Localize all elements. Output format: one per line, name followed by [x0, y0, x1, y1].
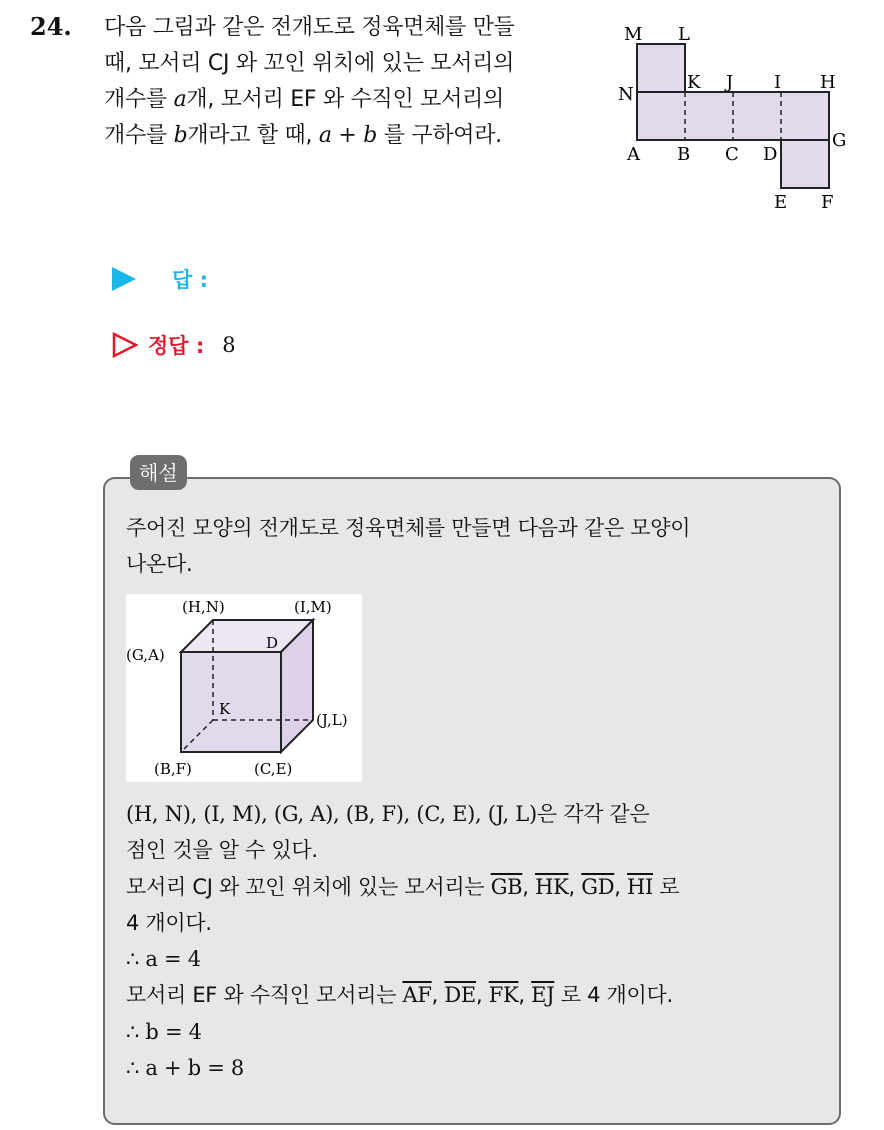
cube-label-JL: (J,L): [316, 711, 348, 729]
net-label-I: I: [774, 72, 782, 93]
exp-text-part: 로 4 개이다.: [554, 983, 673, 1008]
explanation-line-6: 모서리 EF 와 수직인 모서리는 $\overline{AF}$, $\overline{DE}$, $\overline{FK}$, $\overline{EJ}$ 로 4 개이다.: [126, 983, 673, 1008]
cube-label-K: K: [219, 700, 231, 718]
cube-label-IM: (I,M): [294, 598, 332, 616]
cube-diagram: [126, 594, 362, 782]
net-label-F: F: [821, 192, 834, 213]
net-label-H: H: [820, 72, 836, 93]
net-label-M: M: [624, 24, 643, 45]
correct-answer-value: 8: [222, 333, 236, 357]
segment-HK: $\overline{HK}$: [535, 874, 569, 899]
correct-answer-label: 정답 :: [148, 334, 205, 358]
net-label-L: L: [678, 24, 690, 45]
explanation-line-5: ∴ a = 4: [126, 947, 201, 972]
var-b: b: [173, 123, 188, 148]
net-label-E: E: [774, 192, 788, 213]
net-label-K: K: [687, 72, 701, 93]
exp-text-part: 모서리 EF 와 수직인 모서리는: [126, 983, 403, 1008]
net-label-A: A: [627, 144, 640, 165]
exp-text-part: 로: [653, 874, 680, 899]
question-line-3: [104, 82, 594, 118]
net-label-N: N: [618, 84, 634, 105]
play-triangle-icon: [112, 267, 136, 291]
explanation-intro-line-1: 주어진 모양의 전개도로 정육면체를 만들면 다음과 같은 모양이: [126, 516, 691, 540]
segment-EJ: $\overline{EJ}$: [531, 983, 555, 1008]
question-line-4: [104, 118, 594, 154]
segment-DE: $\overline{DE}$: [444, 983, 476, 1008]
net-label-B: B: [677, 144, 691, 165]
answer-label: 답 :: [172, 268, 208, 292]
explanation-tag: 해설: [130, 455, 187, 490]
segment-GB: $\overline{GB}$: [490, 874, 523, 899]
segment-AF: $\overline{AF}$: [402, 983, 432, 1008]
explanation-intro: [126, 510, 826, 582]
outline-triangle-icon: [112, 332, 138, 358]
question-number: 24.: [30, 12, 72, 41]
q-text-part: 개라고 할 때,: [187, 123, 319, 148]
explanation-line-1: (H, N), (I, M), (G, A), (B, F), (C, E), (J, L)은 각각 같은: [126, 802, 650, 826]
explanation-line-3: 모서리 CJ 와 꼬인 위치에 있는 모서리는 $\overline{GB}$, $\overline{HK}$, $\overline{GD}$, $\overline{HI}$ 로: [126, 874, 680, 899]
var-a: a: [173, 87, 187, 112]
explanation-line-2: 점인 것을 알 수 있다.: [126, 838, 318, 863]
q-text-part: 개수를: [104, 123, 174, 148]
cube-net-diagram: [608, 18, 858, 218]
segment-GD: $\overline{GD}$: [581, 874, 615, 899]
net-label-J: J: [726, 72, 734, 93]
answer-row: [112, 264, 208, 294]
q-text-part: 개, 모서리 EF 와 수직인 모서리의: [186, 87, 504, 112]
q-text-part: 를 구하여라.: [377, 123, 502, 148]
exp-text-part: 모서리 CJ 와 꼬인 위치에 있는 모서리는: [126, 874, 491, 899]
explanation-line-4: 4 개이다.: [126, 910, 212, 935]
question-line-2: 때, 모서리 CJ 와 꼬인 위치에 있는 모서리의: [104, 51, 515, 76]
explanation-line-7: ∴ b = 4: [126, 1019, 202, 1044]
cube-label-HN: (H,N): [182, 598, 225, 616]
explanation-body: [126, 796, 826, 1086]
segment-HI: $\overline{HI}$: [627, 874, 654, 899]
correct-answer-row: [112, 330, 236, 360]
cube-label-CE: (C,E): [254, 760, 293, 778]
q-text-part: 개수를: [104, 87, 174, 112]
net-label-G: G: [832, 130, 847, 151]
net-faces: [637, 44, 829, 188]
net-face-bottom: [781, 140, 829, 188]
net-label-D: D: [763, 144, 778, 165]
question-line-1: 다음 그림과 같은 전개도로 정육면체를 만들: [104, 15, 515, 40]
cube-label-GA: (G,A): [126, 646, 165, 664]
net-label-C: C: [725, 144, 739, 165]
segment-FK: $\overline{FK}$: [488, 983, 519, 1008]
cube-label-BF: (B,F): [154, 760, 192, 778]
explanation-line-8: ∴ a + b = 8: [126, 1056, 244, 1081]
cube-label-D: D: [266, 634, 279, 652]
cube-front-face: [181, 652, 281, 752]
explanation-intro-line-2: 나온다.: [126, 552, 193, 576]
expr-a-plus-b: a + b: [318, 123, 378, 148]
net-face-top: [637, 44, 685, 92]
question-text: [104, 10, 594, 154]
